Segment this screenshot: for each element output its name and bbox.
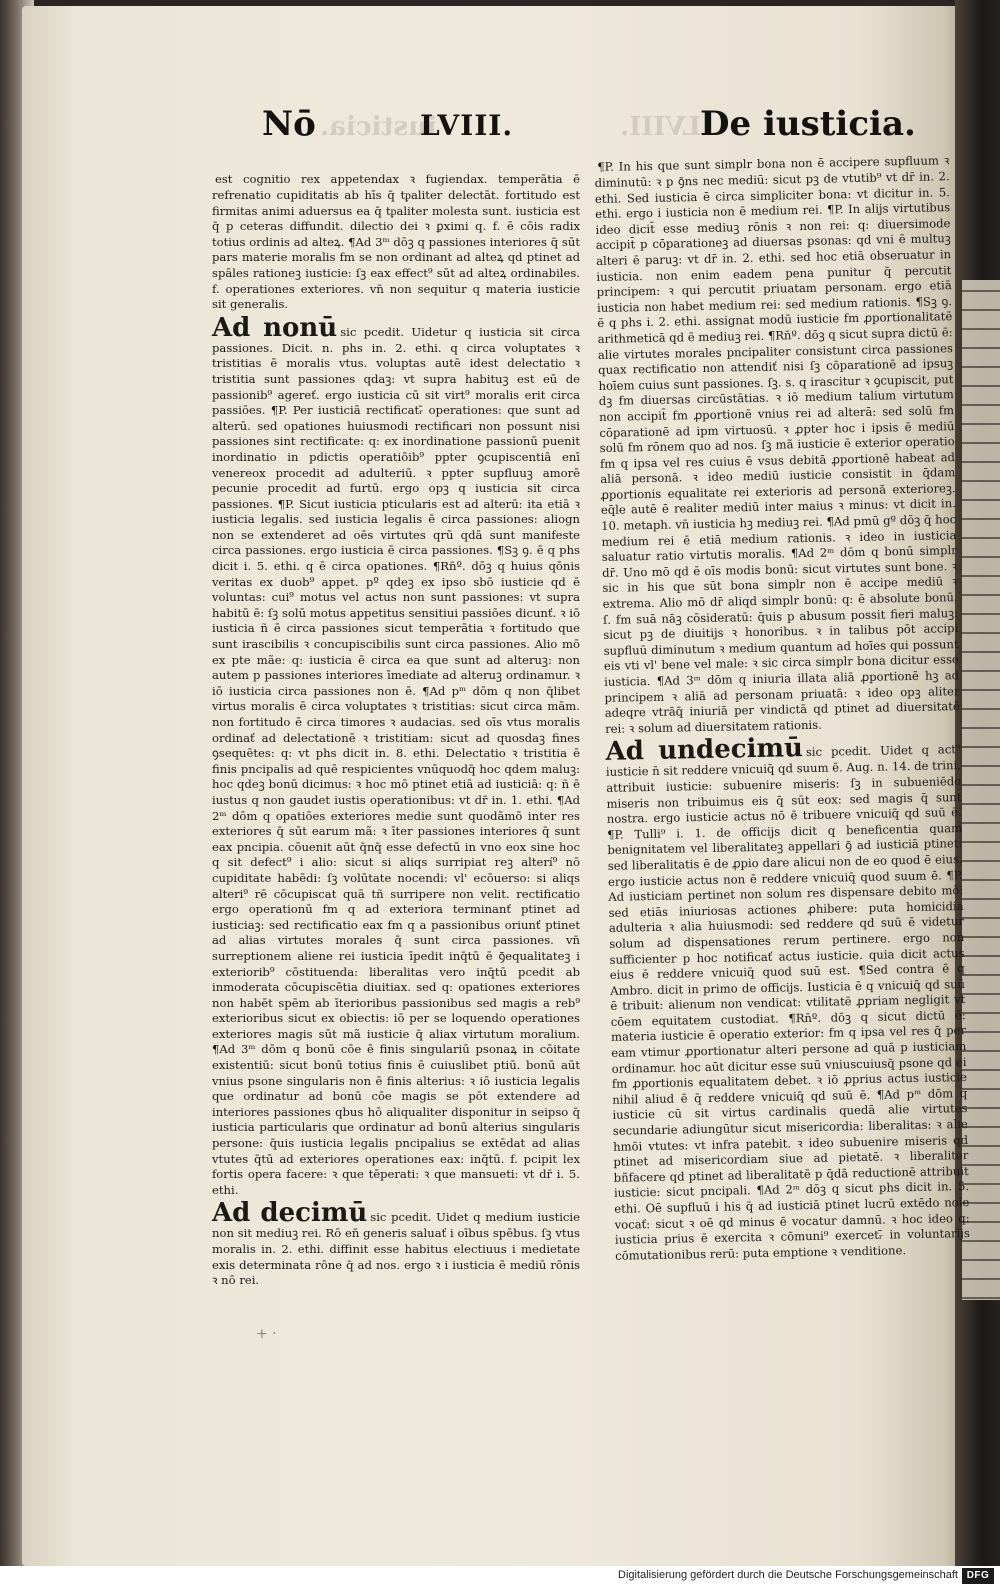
pen-mark: + · — [256, 1326, 277, 1342]
paragraph-text: sic pcedit. Uidet q medium iusticie non sit mediuꝫ rei. Rō en̄ generis saluať i oībus spēbus. ſꝫ vtus moralis in. 2. ethi. diffinit esse habitus electiuus i medietate exis determinata rōne q̄ ad nos. ergo ꝛ i iusticia ē mediū rōnis ꝛ nō rei. — [212, 1210, 580, 1288]
paragraph-text: ¶P. In his que sunt simplr bona non ē accipere supfluum ꝛ diminutū: ꝛ p ꝯ̄ns nec mediū: sicut pꝫ de vtutib⁹ vt dr̄ in. 2. ethi. Sed iusticia ē circa simpliciter bona: vt dicitur in. 5. ethi. ergo i iusticia non ē medium rei. ¶P. In alijs virtutibus ideo dicit̄ esse mediuꝫ rōnis ꝛ non rei: q: diuersimode accipit̄ p cōparationeꝫ ad diuersas psonas: qd vni ē multuꝫ alteri ē paruꝫ: vt dr̄ in. 2. ethi. sed hoc etiā obseruatur in iusticia. non enim eadem pena punitur q̄ percutit principem: ꝛ qui percutit priuatam personam. ergo etiā iusticia non habet medium rei: sed medium rationis. ¶Sꝫ ꝯ. ē q phs i. 2. ethi. assignat modū iusticie fm ꝓportionalitatē arithmeticā qd ē mediuꝫ rei. ¶Rn̄º. dōꝫ q sicut supra dictū ē: alie virtutes morales pncipaliter consistunt circa passiones quax rectificatio non attendiť nisi ſꝫ cōparationē ad ipsuꝫ hoīem cuius sunt passiones. ſꝫ. s. q irascitur ꝛ ꝯcupiscit, put dꝫ fm diuersas circūstātias. ꝛ iō medium talium virtutum non accipit̄ fm ꝓportionē vnius rei ad alterā: sed solū fm cōparationē ad ipm virtuosū. ꝛ ꝓpter hoc i ipsis ē mediū solū fm rōnem quo ad nos. ſꝫ mã iusticie ē exterior operatio fm q ipsa vel res cuius ē vsus debitā ꝓportionē habeat ad aliā personā. ꝛ ideo mediū iusticie consistit in q̄dam ꝓportionis equalitate rei exterioris ad personā exterioreꝫ. eq̄le autē ē realiter mediū inter maius ꝛ minus: vt dicit in. 10. metaph. vn̄ iusticia hꝫ mediuꝫ rei. ¶Ad pmū gº dōꝫ q̄ hoc medium rei ē etiā medium rationis. ꝛ ideo in iusticia saluatur ratio virtutis moralis. ¶Ad 2ᵐ dōm q bonū simplr dr̄. Uno mō qd ē oīs modis bonū: sicut virtutes sunt bone. ꝛ sic in his que sūt bona simplr non ē accipe mediū ꝛ extrema. Alio mō dr̄ aliqd simplr bonū: q: ē absolute bonū. ſ. fm suā nāꝫ cōsideratū: q̄uis p abusum possit fieri maluꝫ: sicut pꝫ de diuitijs ꝛ honoribus. ꝛ in talibus pōt accipi supfluū diminutum ꝛ medium quantum ad hoīes qui possunt eis vti vl' bene vel male: ꝛ sic circa simplr bona dicitur esse iusticia. ¶Ad 3ᵐ dōm q iniuria illata aliā ꝓportionē hꝫ ad principem ꝛ aliā ad personam priuatā: ꝛ ideo opꝫ aliter adeqre vtrāq̄ iniuriā per vindictā qd ptinet ad diuersitatē rei: ꝛ solum ad diuersitatem rationis. — [594, 153, 960, 736]
paragraph — [605, 732, 970, 1264]
paragraph-text: sic pcedit. Uidetur q iusticia sit circa passiones. Dicit. n. phs in. 2. ethi. q circa voluptates ꝛ tristitias ē moralis vtus. voluptas autē idest delectatio ꝛ tristitia sunt passiones qdaꝫ: vt supra habituꝫ est eū de passionib⁹ agereť. ergo iusticia cū sit virt⁹ moralis erit circa passiōes. ¶P. Per iusticiā rectificatᵣ̄ operationes: que sunt ad alterū. sed opationes huiusmodi rectificari non possunt nisi passiones sint rectificate: q: ex inordinatione passionū puenit inordinatio in pdictis operatiōib⁹ ppter ꝯcupiscentiā enī venereox procedit ad adulteriū. ꝛ ppter supfluuꝫ amorē pecunie procedit ad furtū. ergo opꝫ q iusticia sit circa passiones. ¶P. Sicut iusticia pticularis est ad alterū: ita etiā ꝛ iusticia legalis. sed iusticia legalis ē circa passiones: aliogn non se extenderet ad oēs virtutes qrū qdā sunt manifeste circa passiones. ergo iusticia ē circa passiones. ¶Sꝫ ꝯ. ē q phs dicit i. 5. ethi. q ē circa opationes. ¶Rn̄º. dōꝫ q huius qōnis veritas ex duob⁹ appet. pº qdeꝫ ex ipso sbō iusticie qd ē voluntas: cui⁹ motus vel actus non sunt passiones: vt supra habitū ē: ſꝫ solū motus appetitus sensitiui passiōes dicunť. ꝛ iō iusticia ñ ē circa passiones sicut temperātia ꝛ fortitudo que sunt irascibilis ꝛ concupiscibilis sunt circa passiones. Alio mō ex pte mãe: q: iusticia ē circa ea que sunt ad alteruꝫ: non autem p passiones interiores īmediate ad alteruꝫ ordinamur. ꝛ iō iusticia circa passiones non ē. ¶Ad pᵐ dōm q non q̄libet virtus moralis ē circa voluptates ꝛ tristitias: sicut circa mām. non fortitudo ē circa timores ꝛ audacias. sed oīs vtus moralis ordinať ad delectationē ꝛ tristitiam: sicut ad quosdaꝫ fines ꝯsequētes: q: vt phs dicit in. 8. ethi. Delectatio ꝛ tristitia ē finis pncipalis ad quē respicientes vnūquodq̄ hoc qdem maluꝫ: hoc qdeꝫ bonū dicimus: ꝛ hoc mō ptinet etiā ad iusticiā: q: ñ ē iustus q non gaudet iustis operationibus: vt dr̄ in. 1. ethi. ¶Ad 2ᵐ dōm q opatiōes exteriores medie sunt quodāmō inter res exteriores q̄ sūt earum mã: ꝛ īter passiones interiores q̄ sunt eax pncipia. cōuenit aūt q̄nq̄ esse defectū in vno eox sine hoc q sit defect⁹ i alio: sicut si aliqs surripiat reꝫ alterí⁹ nō cupiditate habēdi: ſꝫ volūtate nocendi: vl' ecōuerso: si aliqs alteri⁹ rē cōcupiscat quā tñ surripere non velit. rectificatio ergo operationū fm q ad exteriora terminanť ptinet ad iusticiaꝫ: sed rectificatio eax fm q a passionibus oriunť ptinet ad alias virtutes morales q̄ sunt circa passiones. vn̄ surreptionem aliene rei iusticia īpedit inq̄tū ē ꝯ̄equalitateꝫ i exteriorib⁹ cōstituenda: liberalitas vero inq̄tū pcedit ab inmoderata cōcupiscētia diuitiax. sed q: opationes exteriores non habēt spēm ab īterioribus passionibus sed magis a reb⁹ exterioribus sicut ex obiectis: iō per se loquendo operationes exteriores magis sūt mã iusticie q̄ aliax virtutum moralium. ¶Ad 3ᵐ dōm q bonū cōe ē finis singulariū psonaꝝ in cōitate existentiū: sicut bonū totius finis ē cuiuslibet ptiū. bonū aūt vnius psone singularis non ē finis alterius: ꝛ iō iusticia legalis que ordinatur ad bonū cōe magis se pōt extendere ad interiores passiones qbus hō aliqualiter disponitur in seipso q̄ iusticia particularis que ordinatur ad bonū alterius singularis persone: q̄uis iusticia legalis pncipalius se extēdat ad alias vtutes q̄tū ad exteriores operationes eax: inq̄tū. f. pcipit lex fortis opera facere: ꝛ que tēperati: ꝛ que mansueti: vt dr̄ i. 5. ethi. — [212, 324, 580, 1197]
article-initial: Ad undecimū — [605, 733, 804, 768]
paragraph — [594, 143, 960, 737]
footer-bar — [0, 1566, 1000, 1587]
running-head-left: Nō — [262, 104, 316, 144]
dfg-logo: DFG — [962, 1568, 994, 1584]
paragraph-text: sic pcedit. Uidet q act⁹ iusticie n̄ sit reddere vnicuiq̄ qd suum ē. Aug. n. 14. de trini. attribuit iusticie: subuenire miseris: ſꝫ in subueniēdo miseris non tribuimus eis q̄ sūt eox: sed magis q̄ sunt nostra. ergo iusticie actus nō ē tribuere vnicuiq̄ qd suū ē. ¶P. Tulli⁹ i. 1. de officijs dicit q beneficentia quam benignitatem vel liberalitateꝫ appellari ꝯ̄ ad iusticiā ptinet: sed liberalitatis ē de ꝓpio dare alicui non de eo quod ē eius. ergo iusticie actus non ē reddere vnicuiq̄ quod suum ē. ¶P. Ad iusticiam pertinet non solum res dispensare debito mō: sed etiās iniuriosas actiones ꝓhibere: puta homicidia adulteria ꝛ alia huiusmodi: sed reddere qd suū ē videtur solum ad dispensationes rerum pertinere. ergo non sufficienter p hoc notificať actus iusticie. quia dicit actus eius ē reddere vnicuiq̄ quod suū est. ¶Sed contra ē q Ambro. dicit in primo de officijs. Iusticia ē q vnicuiq̄ qd suū ē tribuit: alienum non vendicat: vtilitatē ꝓpriam negligit vt cōem equitatem custodiat. ¶Rn̄º. dōꝫ q sicut dictū ē: materia iusticie ē operatio exterior: fm q ipsa vel res q̄ per eam vtimur ꝓportionatur alteri persone ad quā p iusticiam ordinamur. hoc aūt dicitur esse suū vniuscuiusq̄ psone qd ei fm ꝓportionis equalitatem debet. ꝛ iō ꝓprius actus iusticie nihil aliud ē q̄ reddere vnicuiq̄ qd suū ē. ¶Ad pᵐ dōm q iusticie cū sit virtus cardinalis quedā alie virtutes secundarie adiungūtur sicut misericordia: liberalitas: ꝛ alie hmōi vtutes: vt infra patebit. ꝛ ideo subuenire miseris qd ptinet ad misericordiam siue ad pietatē. ꝛ liberaliter bñfacere qd ptinet ad liberalitatē p q̄dā reductionē attribuit iusticie: sicut pncipali. ¶Ad 2ᵐ dōꝫ q sicut phs dicit in. 5. ethi. Oē supfluū i his q̄ ad iusticiā ptinet lucrū extēdo noīe vocať: sicut ꝛ oē qd minus ē vocatur damnū. ꝛ hoc ideo q: iusticia prius ē exercita ꝛ cōmuni⁹ exercetᵣ̄ in voluntarijs cōmutationibus rerū: puta emptione ꝛ venditione. — [605, 742, 970, 1263]
funding-notice: Digitalisierung gefördert durch die Deutsche Forschungsgemeinschaft — [618, 1569, 958, 1581]
show-through-text: LVIII. — [620, 112, 701, 142]
paragraph — [212, 312, 580, 1199]
right-text-column — [594, 143, 970, 1266]
left-text-column — [212, 162, 580, 1291]
paragraph-text: est cognitio rex appetendax ꝛ fugiendax. temperātia ē refrenatio cupiditatis ab hīs q̄ tᵱaliter delectāt. fortitudo est firmitas animi aduersus ea q̄ tᵱaliter molesta sunt. iusticia est q̄ p ceteras diffundit. dilectio dei ꝛ ꝑximi q. f. ē cōis radix totius ordinis ad alteꝝ. ¶Ad 3ᵐ dōꝫ q passiones interiores q̄ sūt pars materie moralis fm se non ordinant ad alteꝝ qd ptinet ad spāles rationeꝫ iusticie: ſꝫ eax effect⁹ sūt ad alteꝝ ordinabiles. f. operationes exteriores. vn̄ non sequitur q materia iusticie sit generalis. — [212, 172, 580, 312]
article-initial: Ad nonū — [212, 312, 338, 343]
running-head-right: De iusticia. — [700, 104, 916, 144]
folio-number: LVIII. — [420, 109, 514, 142]
paragraph — [212, 162, 580, 313]
paragraph — [212, 1200, 580, 1288]
article-initial: Ad decimū — [212, 1198, 368, 1229]
article-initial — [594, 148, 595, 178]
show-through-text: iusticia. — [320, 112, 437, 142]
